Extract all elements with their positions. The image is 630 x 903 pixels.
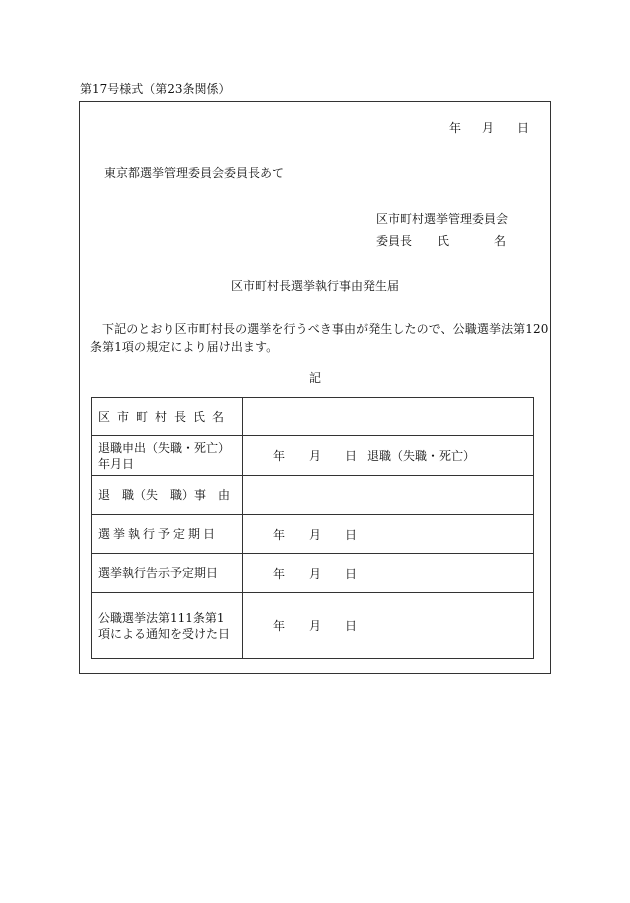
row-value[interactable]	[243, 515, 534, 554]
table-row	[92, 398, 534, 436]
date-year: 年	[449, 121, 462, 135]
row-label: 公職選挙法第111条第1項による通知を受けた日	[92, 593, 243, 659]
value-day: 日	[345, 449, 358, 463]
date-day: 日	[517, 121, 530, 135]
value-reason-type: 退職（失職・死亡）	[367, 449, 476, 463]
row-label: 選挙執行予定期日	[92, 515, 243, 554]
value-day: 日	[345, 527, 358, 542]
sender-name-label-2: 名	[494, 234, 507, 248]
row-label: 退 職（失 職）事 由	[92, 476, 243, 515]
row-value[interactable]	[243, 593, 534, 659]
value-month: 月	[309, 527, 322, 542]
value-year: 年	[273, 449, 286, 463]
sender-org: 区市町村選挙管理委員会	[376, 212, 509, 226]
row-label-line-1: 退職申出（失職・死亡）	[98, 440, 231, 455]
value-month: 月	[309, 449, 322, 463]
document-title: 区市町村長選挙執行事由発生届	[230, 279, 399, 293]
sender-name-label-1: 氏	[437, 234, 450, 248]
value-year: 年	[273, 619, 286, 633]
table-row	[92, 515, 534, 554]
row-value[interactable]	[243, 476, 534, 515]
row-value[interactable]	[243, 554, 534, 593]
addressee: 東京都選挙管理委員会委員長あて	[104, 166, 285, 180]
value-month: 月	[309, 619, 322, 633]
row-label: 選挙執行告示予定期日	[92, 554, 243, 593]
value-year: 年	[273, 566, 286, 581]
value-day: 日	[345, 566, 358, 581]
value-day: 日	[345, 619, 358, 633]
value-month: 月	[309, 566, 322, 581]
table-row	[92, 593, 534, 659]
table-row	[92, 476, 534, 515]
body-text: 下記のとおり区市町村長の選挙を行うべき事由が発生したので、公職選挙法第120条第1項の規定により届け出ます。	[90, 322, 549, 354]
sender-title: 委員長	[376, 234, 413, 248]
row-label-line-2: 年月日	[98, 456, 135, 471]
form-number: 第17号様式（第23条関係）	[80, 82, 231, 96]
ki-heading: 記	[308, 371, 321, 385]
row-label: 区市町村長氏名	[92, 398, 243, 436]
value-year: 年	[273, 527, 286, 542]
row-value[interactable]	[243, 398, 534, 436]
table-row	[92, 554, 534, 593]
detail-table	[91, 397, 534, 659]
row-label	[92, 436, 243, 476]
date-month: 月	[482, 121, 495, 135]
table-row	[92, 436, 534, 476]
row-value[interactable]	[243, 436, 534, 476]
